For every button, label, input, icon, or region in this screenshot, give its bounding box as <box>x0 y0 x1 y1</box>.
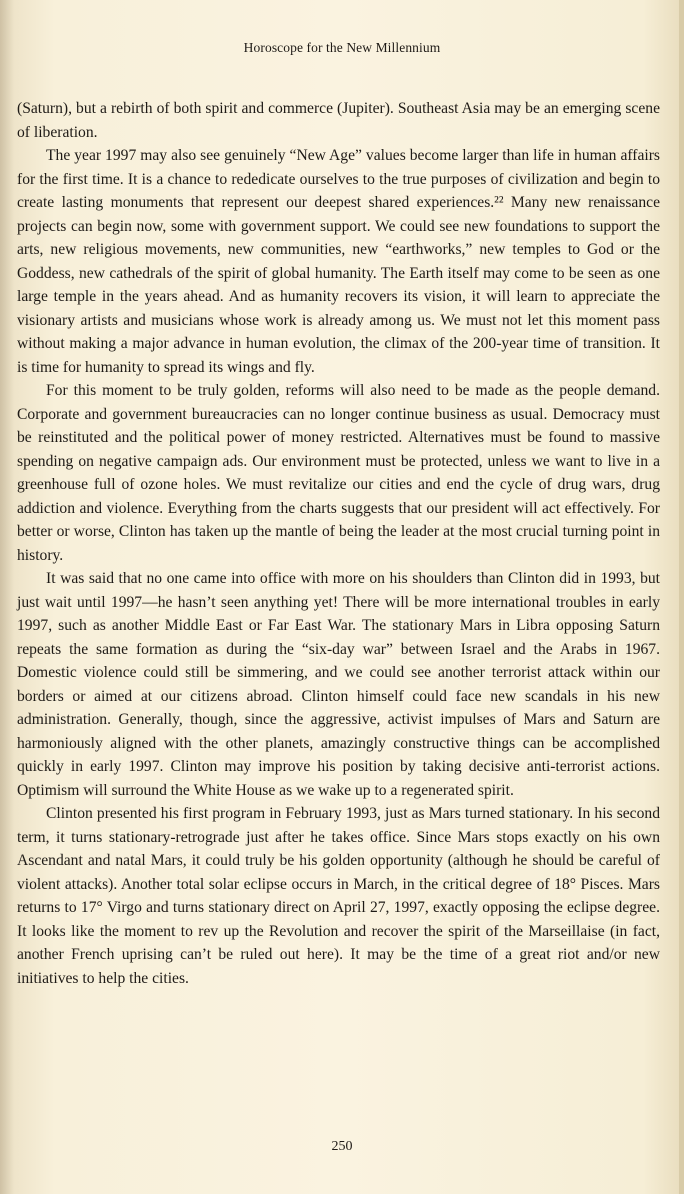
spine-shadow <box>0 0 14 1194</box>
body-text <box>17 97 660 990</box>
paragraph-5: Clinton presented his first program in February 1993, just as Mars turned stationary. In his second term, it turns stationary-retrograde just after he takes office. Since Mars stops exactly on his own Ascendant and natal Mars, it could truly be his golden opportunity (although he should be careful of violent attacks). Another total solar eclipse occurs in March, in the critical degree of 18° Pisces. Mars returns to 17° Virgo and turns stationary direct on April 27, 1997, exactly opposing the eclipse degree. It looks like the moment to rev up the Revolution and recover the spirit of the Marseillaise (in fact, another French uprising can’t be ruled out here). It may be the time of a great riot and/or new initiatives to help the cities. <box>17 805 660 987</box>
paragraph-3: For this moment to be truly golden, reforms will also need to be made as the people demand. Corporate and government bureaucracies can no longer continue business as usual. Democracy must be reinstituted and the political power of money restricted. Alternatives must be found to massive spending on negative campaign ads. Our environment must be protected, unless we want to live in a greenhouse full of ozone holes. We must revitalize our cities and end the cycle of drug wars, drug addiction and violence. Everything from the charts suggests that our president will act effectively. For better or worse, Clinton has taken up the mantle of being the leader at the most crucial turning point in history. <box>17 382 660 564</box>
page-edge <box>679 0 684 1194</box>
paragraph-2: The year 1997 may also see genuinely “New Age” values become larger than life in human affairs for the first time. It is a chance to rededicate ourselves to the true purposes of civilization and begin to create lasting monuments that represent our deepest shared experiences.²² Many new renaissance projects can begin now, some with government support. We could see new foundations to support the arts, new religious movements, new communities, new “earthworks,” new temples to God or the Goddess, new cathedrals of the spirit of global humanity. The Earth itself may come to be seen as one large temple in the years ahead. And as humanity recovers its vision, it will learn to appreciate the visionary artists and musicians whose work is already among us. We must not let this moment pass without making a major advance in human evolution, the climax of the 200-year time of transition. It is time for humanity to spread its wings and fly. <box>17 147 660 376</box>
paragraph-4: It was said that no one came into office with more on his shoulders than Clinton did in 1993, but just wait until 1997—he hasn’t seen anything yet! There will be more international troubles in early 1997, such as another Middle East or Far East War. The stationary Mars in Libra opposing Saturn repeats the same formation as during the “six-day war” between Israel and the Arabs in 1967. Domestic violence could still be simmering, and we could see another terrorist attack within our borders or aimed at our citizens abroad. Clinton himself could face new scandals in his new administration. Generally, though, since the aggressive, activist impulses of Mars and Saturn are harmoniously aligned with the other planets, amazingly constructive things can be accomplished quickly in early 1997. Clinton may improve his position by taking decisive anti-terrorist actions. Optimism will surround the White House as we wake up to a regenerated spirit. <box>17 570 660 799</box>
paragraph-1: (Saturn), but a rebirth of both spirit and commerce (Jupiter). Southeast Asia may be an emerging scene of liberation. <box>17 100 660 141</box>
running-head: Horoscope for the New Millennium <box>243 40 441 55</box>
page-number: 250 <box>331 1139 353 1154</box>
